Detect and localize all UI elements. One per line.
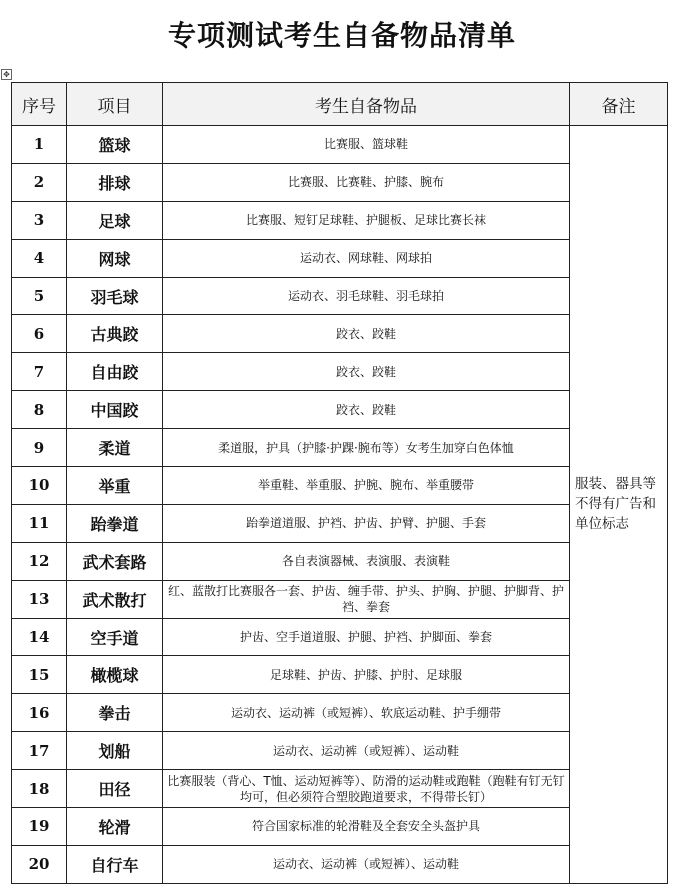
sport-item: 跆拳道 [67, 504, 163, 542]
table-row [12, 239, 668, 277]
table-row [12, 126, 668, 164]
row-number: 2 [12, 163, 67, 201]
sport-item: 武术散打 [67, 580, 163, 618]
required-items: 举重鞋、举重服、护腕、腕布、举重腰带 [163, 467, 570, 505]
required-items: 红、蓝散打比赛服各一套、护齿、缠手带、护头、护胸、护腿、护脚背、护裆、拳套 [163, 580, 570, 618]
row-number: 7 [12, 353, 67, 391]
sport-item: 空手道 [67, 618, 163, 656]
required-items: 跤衣、跤鞋 [163, 353, 570, 391]
required-items: 柔道服，护具（护膝·护踝·腕布等）女考生加穿白色体恤 [163, 429, 570, 467]
table-row [12, 656, 668, 694]
row-number: 11 [12, 504, 67, 542]
table-row [12, 163, 668, 201]
required-items: 运动衣、运动裤（或短裤）、运动鞋 [163, 845, 570, 883]
table-row [12, 845, 668, 883]
header-no: 序号 [12, 83, 67, 126]
required-items: 运动衣、运动裤（或短裤）、运动鞋 [163, 732, 570, 770]
required-items: 跤衣、跤鞋 [163, 315, 570, 353]
table-row [12, 618, 668, 656]
row-number: 6 [12, 315, 67, 353]
sport-item: 轮滑 [67, 808, 163, 846]
table-row [12, 201, 668, 239]
table-row [12, 732, 668, 770]
table-row [12, 277, 668, 315]
row-number: 5 [12, 277, 67, 315]
table-row [12, 542, 668, 580]
required-items: 足球鞋、护齿、护膝、护肘、足球服 [163, 656, 570, 694]
sport-item: 划船 [67, 732, 163, 770]
table-row [12, 808, 668, 846]
header-note: 备注 [570, 83, 668, 126]
page-title: 专项测试考生自备物品清单 [167, 19, 516, 52]
table-header-row [12, 83, 668, 126]
sport-item: 中国跤 [67, 391, 163, 429]
sport-item: 武术套路 [67, 542, 163, 580]
required-items: 比赛服、短钉足球鞋、护腿板、足球比赛长袜 [163, 201, 570, 239]
sport-item: 古典跤 [67, 315, 163, 353]
sport-item: 羽毛球 [67, 277, 163, 315]
sport-item: 柔道 [67, 429, 163, 467]
row-number: 19 [12, 808, 67, 846]
required-items: 比赛服装（背心、T恤、运动短裤等）、防滑的运动鞋或跑鞋（跑鞋有钉无钉均可，但必须符合塑胶跑道要求，不得带长钉） [163, 770, 570, 808]
row-number: 18 [12, 770, 67, 808]
row-number: 14 [12, 618, 67, 656]
table-row [12, 353, 668, 391]
row-number: 4 [12, 239, 67, 277]
sport-item: 拳击 [67, 694, 163, 732]
table-row [12, 315, 668, 353]
sport-item: 网球 [67, 239, 163, 277]
row-number: 8 [12, 391, 67, 429]
row-number: 20 [12, 845, 67, 883]
row-number: 3 [12, 201, 67, 239]
required-items: 比赛服、篮球鞋 [163, 126, 570, 164]
row-number: 13 [12, 580, 67, 618]
sport-item: 篮球 [67, 126, 163, 164]
remark-cell: 服装、器具等不得有广告和单位标志 [570, 126, 668, 884]
table-row [12, 694, 668, 732]
table-row [12, 429, 668, 467]
required-items: 护齿、空手道道服、护腿、护裆、护脚面、拳套 [163, 618, 570, 656]
row-number: 15 [12, 656, 67, 694]
sport-item: 足球 [67, 201, 163, 239]
required-items: 跆拳道道服、护裆、护齿、护臂、护腿、手套 [163, 504, 570, 542]
row-number: 12 [12, 542, 67, 580]
header-requirement: 考生自备物品 [163, 83, 570, 126]
header-item: 项目 [67, 83, 163, 126]
row-number: 17 [12, 732, 67, 770]
required-items: 符合国家标准的轮滑鞋及全套安全头盔护具 [163, 808, 570, 846]
table-row [12, 770, 668, 808]
move-anchor-icon[interactable]: ✥ [1, 69, 12, 80]
row-number: 1 [12, 126, 67, 164]
sport-item: 举重 [67, 467, 163, 505]
sport-item: 自行车 [67, 845, 163, 883]
required-items: 比赛服、比赛鞋、护膝、腕布 [163, 163, 570, 201]
row-number: 16 [12, 694, 67, 732]
table-row [12, 504, 668, 542]
table-row [12, 391, 668, 429]
required-items: 运动衣、羽毛球鞋、羽毛球拍 [163, 277, 570, 315]
required-items: 运动衣、运动裤（或短裤）、软底运动鞋、护手绷带 [163, 694, 570, 732]
sport-item: 田径 [67, 770, 163, 808]
row-number: 10 [12, 467, 67, 505]
required-items: 跤衣、跤鞋 [163, 391, 570, 429]
table-row [12, 467, 668, 505]
row-number: 9 [12, 429, 67, 467]
table-row [12, 580, 668, 618]
required-items: 运动衣、网球鞋、网球拍 [163, 239, 570, 277]
sport-item: 排球 [67, 163, 163, 201]
sport-item: 橄榄球 [67, 656, 163, 694]
required-items: 各自表演器械、表演服、表演鞋 [163, 542, 570, 580]
sport-item: 自由跤 [67, 353, 163, 391]
items-table [11, 82, 668, 884]
